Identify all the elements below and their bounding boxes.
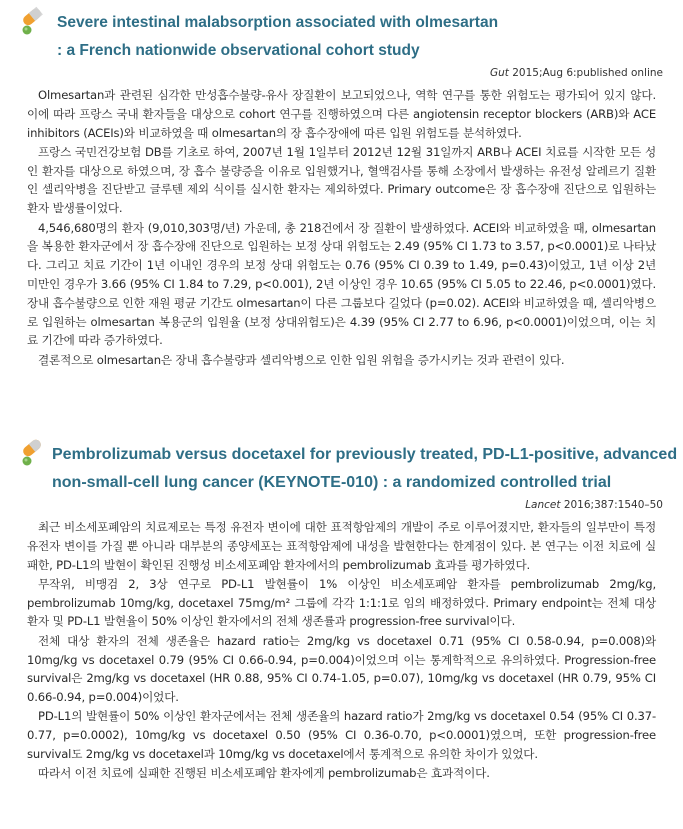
paragraph: 무작위, 비맹검 2, 3상 연구로 PD-L1 발현률이 1% 이상인 비소세포폐암 환자를 pembrolizumab 2mg/kg, pembrolizumab 10mg/kg, docetaxel 75mg/m² 그룹에 각각 1:1:1로 임의 배정하였다. Primary endpoint는 전체 대상 환자 및 PD-L1 발현율이 50% 이상인 환자에서의 전체 생존률과 progression-free survival이다. <box>27 576 656 629</box>
citation-detail: 2015;Aug 6:published online <box>508 67 663 79</box>
article-title <box>52 441 677 497</box>
paragraph: 전체 대상 환자의 전체 생존율은 hazard ratio는 2mg/kg vs docetaxel 0.71 (95% CI 0.58-0.94, p=0.008)와 10mg/kg vs docetaxel 0.79 (95% CI 0.66-0.94, p=0.004)이었으며 이는 통계학적으로 유의하였다. Progression-free survival은 2mg/kg vs docetaxel (HR 0.88, 95% CI 0.74-1.05, p=0.07), 10mg/kg vs docetaxel (HR 0.79, 95% CI 0.66-0.94, p=0.004)이었다. <box>27 633 656 705</box>
paragraph: 따라서 이전 치료에 실패한 진행된 비소세포폐암 환자에게 pembrolizumab은 효과적이다. <box>38 766 490 781</box>
paragraph: 4,546,680명의 환자 (9,010,303명/년) 가운데, 총 218건에서 장 질환이 발생하였다. ACEI와 비교하였을 때, olmesartan을 복용한 환자군에서 장 흡수장애 진단으로 입원하는 보정 상대 위험도는 2.49 (95% CI 1.73 to 3.57, p<0.0001)로 나타났다. 그리고 치료 기간이 1년 이내인 경우의 보정 상대 위험도는 0.76 (95% CI 0.39 to 1.49, p=0.43)이었고, 1년 이상 2년 미만인 경우가 3.66 (95% CI 1.84 to 7.29, p<0.001), 2년 이상인 경우 10.65 (95% CI 5.05 to 22.46, p<0.0001)였다. 장내 흡수불량으로 인한 재원 평균 기간도 olmesartan이 다른 그룹보다 길었다 (p=0.02). ACEI와 비교하였을 때, 셀리악병으로 입원하는 olmesartan 복용군의 입원율 (보정 상대위험도)은 4.39 (95% CI 2.77 to 6.96, p<0.0001)이었으며, 이는 치료 기간에 따라 증가하였다. <box>27 220 656 348</box>
title-line-1: Severe intestinal malabsorption associated with olmesartan <box>57 14 499 31</box>
article-title <box>57 9 498 65</box>
title-line-2: non-small-cell lung cancer (KEYNOTE-010) : a randomized controlled trial <box>52 474 612 491</box>
citation-detail: 2016;387:1540–50 <box>560 499 663 511</box>
paragraph: PD-L1의 발현률이 50% 이상인 환자군에서는 전체 생존율의 hazard ratio가 2mg/kg vs docetaxel 0.54 (95% CI 0.37-0.77, p=0.0002), 10mg/kg vs docetaxel 0.50 (95% CI 0.36-0.70, p<0.0001)였으며, 또한 progression-free survival도 2mg/kg vs docetaxel과 10mg/kg vs docetaxel에서 통계적으로 유의한 차이가 있었다. <box>27 709 656 762</box>
article-body <box>27 518 656 784</box>
citation <box>490 67 663 79</box>
title-line-2: : a French nationwide observational cohort study <box>57 42 420 59</box>
journal-name: Lancet <box>525 499 561 511</box>
article-body <box>27 86 656 370</box>
capsule-pill-icon <box>19 437 45 467</box>
paragraph: 결론적으로 olmesartan은 장내 흡수불량과 셀리악병으로 인한 입원 위험을 증가시키는 것과 관련이 있다. <box>38 352 565 367</box>
title-line-1: Pembrolizumab versus docetaxel for previously treated, PD-L1-positive, advanced <box>52 446 678 463</box>
paragraph: 최근 비소세포폐암의 치료제로는 특정 유전자 변이에 대한 표적항암제의 개발이 주로 이루어졌지만, 환자들의 일부만이 특정 유전자 변이를 가질 뿐 아니라 대부분의 종양세포는 표적항암제에 내성을 발현한다는 한계점이 있다. 본 연구는 이전 치료에 실패한, PD-L1의 발현이 확인된 진행성 비소세포폐암 환자에서의 pembrolizumab 효과를 평가하였다. <box>27 520 656 572</box>
citation <box>525 499 663 511</box>
journal-name: Gut <box>489 67 509 79</box>
paragraph: 프랑스 국민건강보험 DB를 기초로 하여, 2007년 1월 1일부터 2012년 12월 31일까지 ARB나 ACEI 치료를 시작한 모든 성인 환자를 대상으로 하였으며, 장 흡수 불량증을 이유로 입원했거나, 혈액검사를 통해 소장에서 발생하는 유전성 알레르기 질환인 셀리악병을 진단받고 글루텐 제외 식이를 실시한 환자는 제외하였다. Primary outcome은 장 흡수장애 진단으로 입원하는 환자 발생률이었다. <box>27 144 656 216</box>
capsule-pill-icon <box>19 6 45 36</box>
paragraph: Olmesartan과 관련된 심각한 만성흡수불량-유사 장질환이 보고되었으나, 역학 연구를 통한 위험도는 평가되어 있지 않다. 이에 따라 프랑스 국내 환자들을 대상으로 cohort 연구를 진행하였으며 다른 angiotensin receptor blockers (ARB)와 ACE inhibitors (ACEIs)와 비교하였을 때 olmesartan의 장 흡수장애에 따른 입원 위험도를 분석하였다. <box>27 88 656 140</box>
